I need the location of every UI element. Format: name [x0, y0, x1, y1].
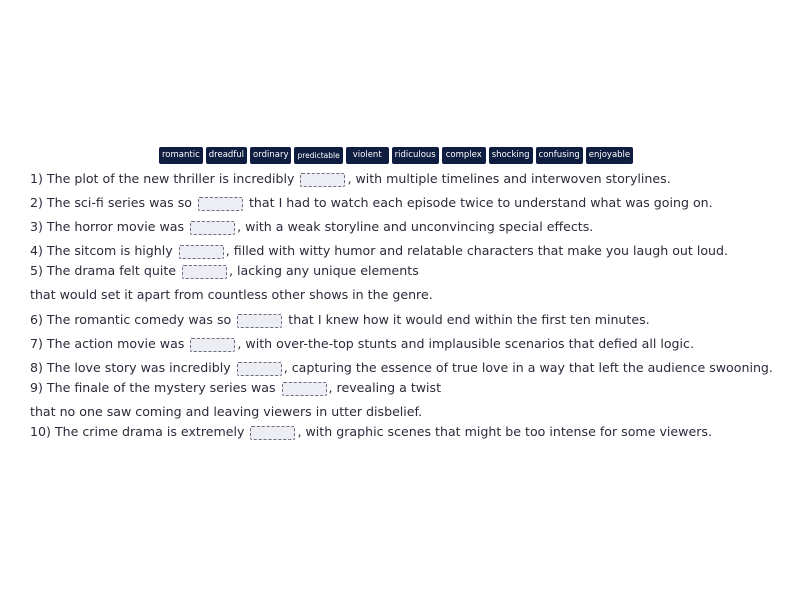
sentence-6-start: 6) The romantic comedy was so [30, 312, 232, 327]
sentence-8 [30, 359, 773, 377]
sentence-1-start: 1) The plot of the new thriller is incredibly [30, 171, 295, 186]
sentence-9 [30, 379, 441, 397]
word-tile-romantic[interactable]: romantic [159, 147, 203, 164]
sentence-2-start: 2) The sci-fi series was so [30, 195, 192, 210]
sentence-8-end: , capturing the essence of true love in a way that left the audience swooning. [283, 360, 773, 375]
answer-blank-1[interactable] [300, 173, 345, 187]
answer-blank-4[interactable] [179, 245, 224, 259]
answer-blank-3[interactable] [190, 221, 235, 235]
word-tile-shocking[interactable]: shocking [489, 147, 533, 164]
sentence-8-start: 8) The love story was incredibly [30, 360, 231, 375]
sentence-7 [30, 335, 694, 353]
sentence-1 [30, 170, 671, 188]
word-tile-ordinary[interactable]: ordinary [250, 147, 291, 164]
answer-blank-9[interactable] [282, 382, 327, 396]
sentence-10 [30, 423, 712, 441]
answer-blank-6[interactable] [237, 314, 282, 328]
word-tile-dreadful[interactable]: dreadful [206, 147, 247, 164]
answer-blank-7[interactable] [190, 338, 235, 352]
answer-blank-8[interactable] [237, 362, 282, 376]
sentence-3-start: 3) The horror movie was [30, 219, 185, 234]
word-tile-predictable[interactable]: predictable [294, 147, 342, 164]
sentence-9-end: , revealing a twist [328, 380, 442, 395]
sentence-4 [30, 242, 728, 260]
word-bank [159, 147, 643, 164]
sentence-7-end: , with over-the-top stunts and implausible scenarios that defied all logic. [237, 336, 694, 351]
word-tile-enjoyable[interactable]: enjoyable [586, 147, 633, 164]
sentence-9-continuation: that no one saw coming and leaving viewers in utter disbelief. [30, 404, 423, 419]
sentence-5-end: , lacking any unique elements [229, 263, 419, 278]
sentence-10-start: 10) The crime drama is extremely [30, 424, 245, 439]
sentence-4-start: 4) The sitcom is highly [30, 243, 173, 258]
answer-blank-2[interactable] [198, 197, 243, 211]
sentence-2 [30, 194, 713, 212]
sentence-10-end: , with graphic scenes that might be too intense for some viewers. [297, 424, 712, 439]
sentence-6 [30, 311, 650, 329]
word-tile-confusing[interactable]: confusing [536, 147, 583, 164]
sentence-1-end: , with multiple timelines and interwoven storylines. [347, 171, 671, 186]
sentence-3 [30, 218, 593, 236]
sentence-7-start: 7) The action movie was [30, 336, 185, 351]
word-tile-complex[interactable]: complex [442, 147, 486, 164]
word-tile-ridiculous[interactable]: ridiculous [392, 147, 439, 164]
sentence-5-start: 5) The drama felt quite [30, 263, 177, 278]
sentence-5-continuation: that would set it apart from countless other shows in the genre. [30, 287, 433, 302]
sentence-2-end: that I had to watch each episode twice to understand what was going on. [244, 195, 713, 210]
answer-blank-10[interactable] [250, 426, 295, 440]
sentence-6-end: that I knew how it would end within the first ten minutes. [284, 312, 650, 327]
sentence-4-end: , filled with witty humor and relatable characters that make you laugh out loud. [225, 243, 729, 258]
sentence-9-start: 9) The finale of the mystery series was [30, 380, 276, 395]
word-tile-violent[interactable]: violent [346, 147, 389, 164]
answer-blank-5[interactable] [182, 265, 227, 279]
sentence-3-end: , with a weak storyline and unconvincing special effects. [237, 219, 594, 234]
sentence-5 [30, 262, 419, 280]
